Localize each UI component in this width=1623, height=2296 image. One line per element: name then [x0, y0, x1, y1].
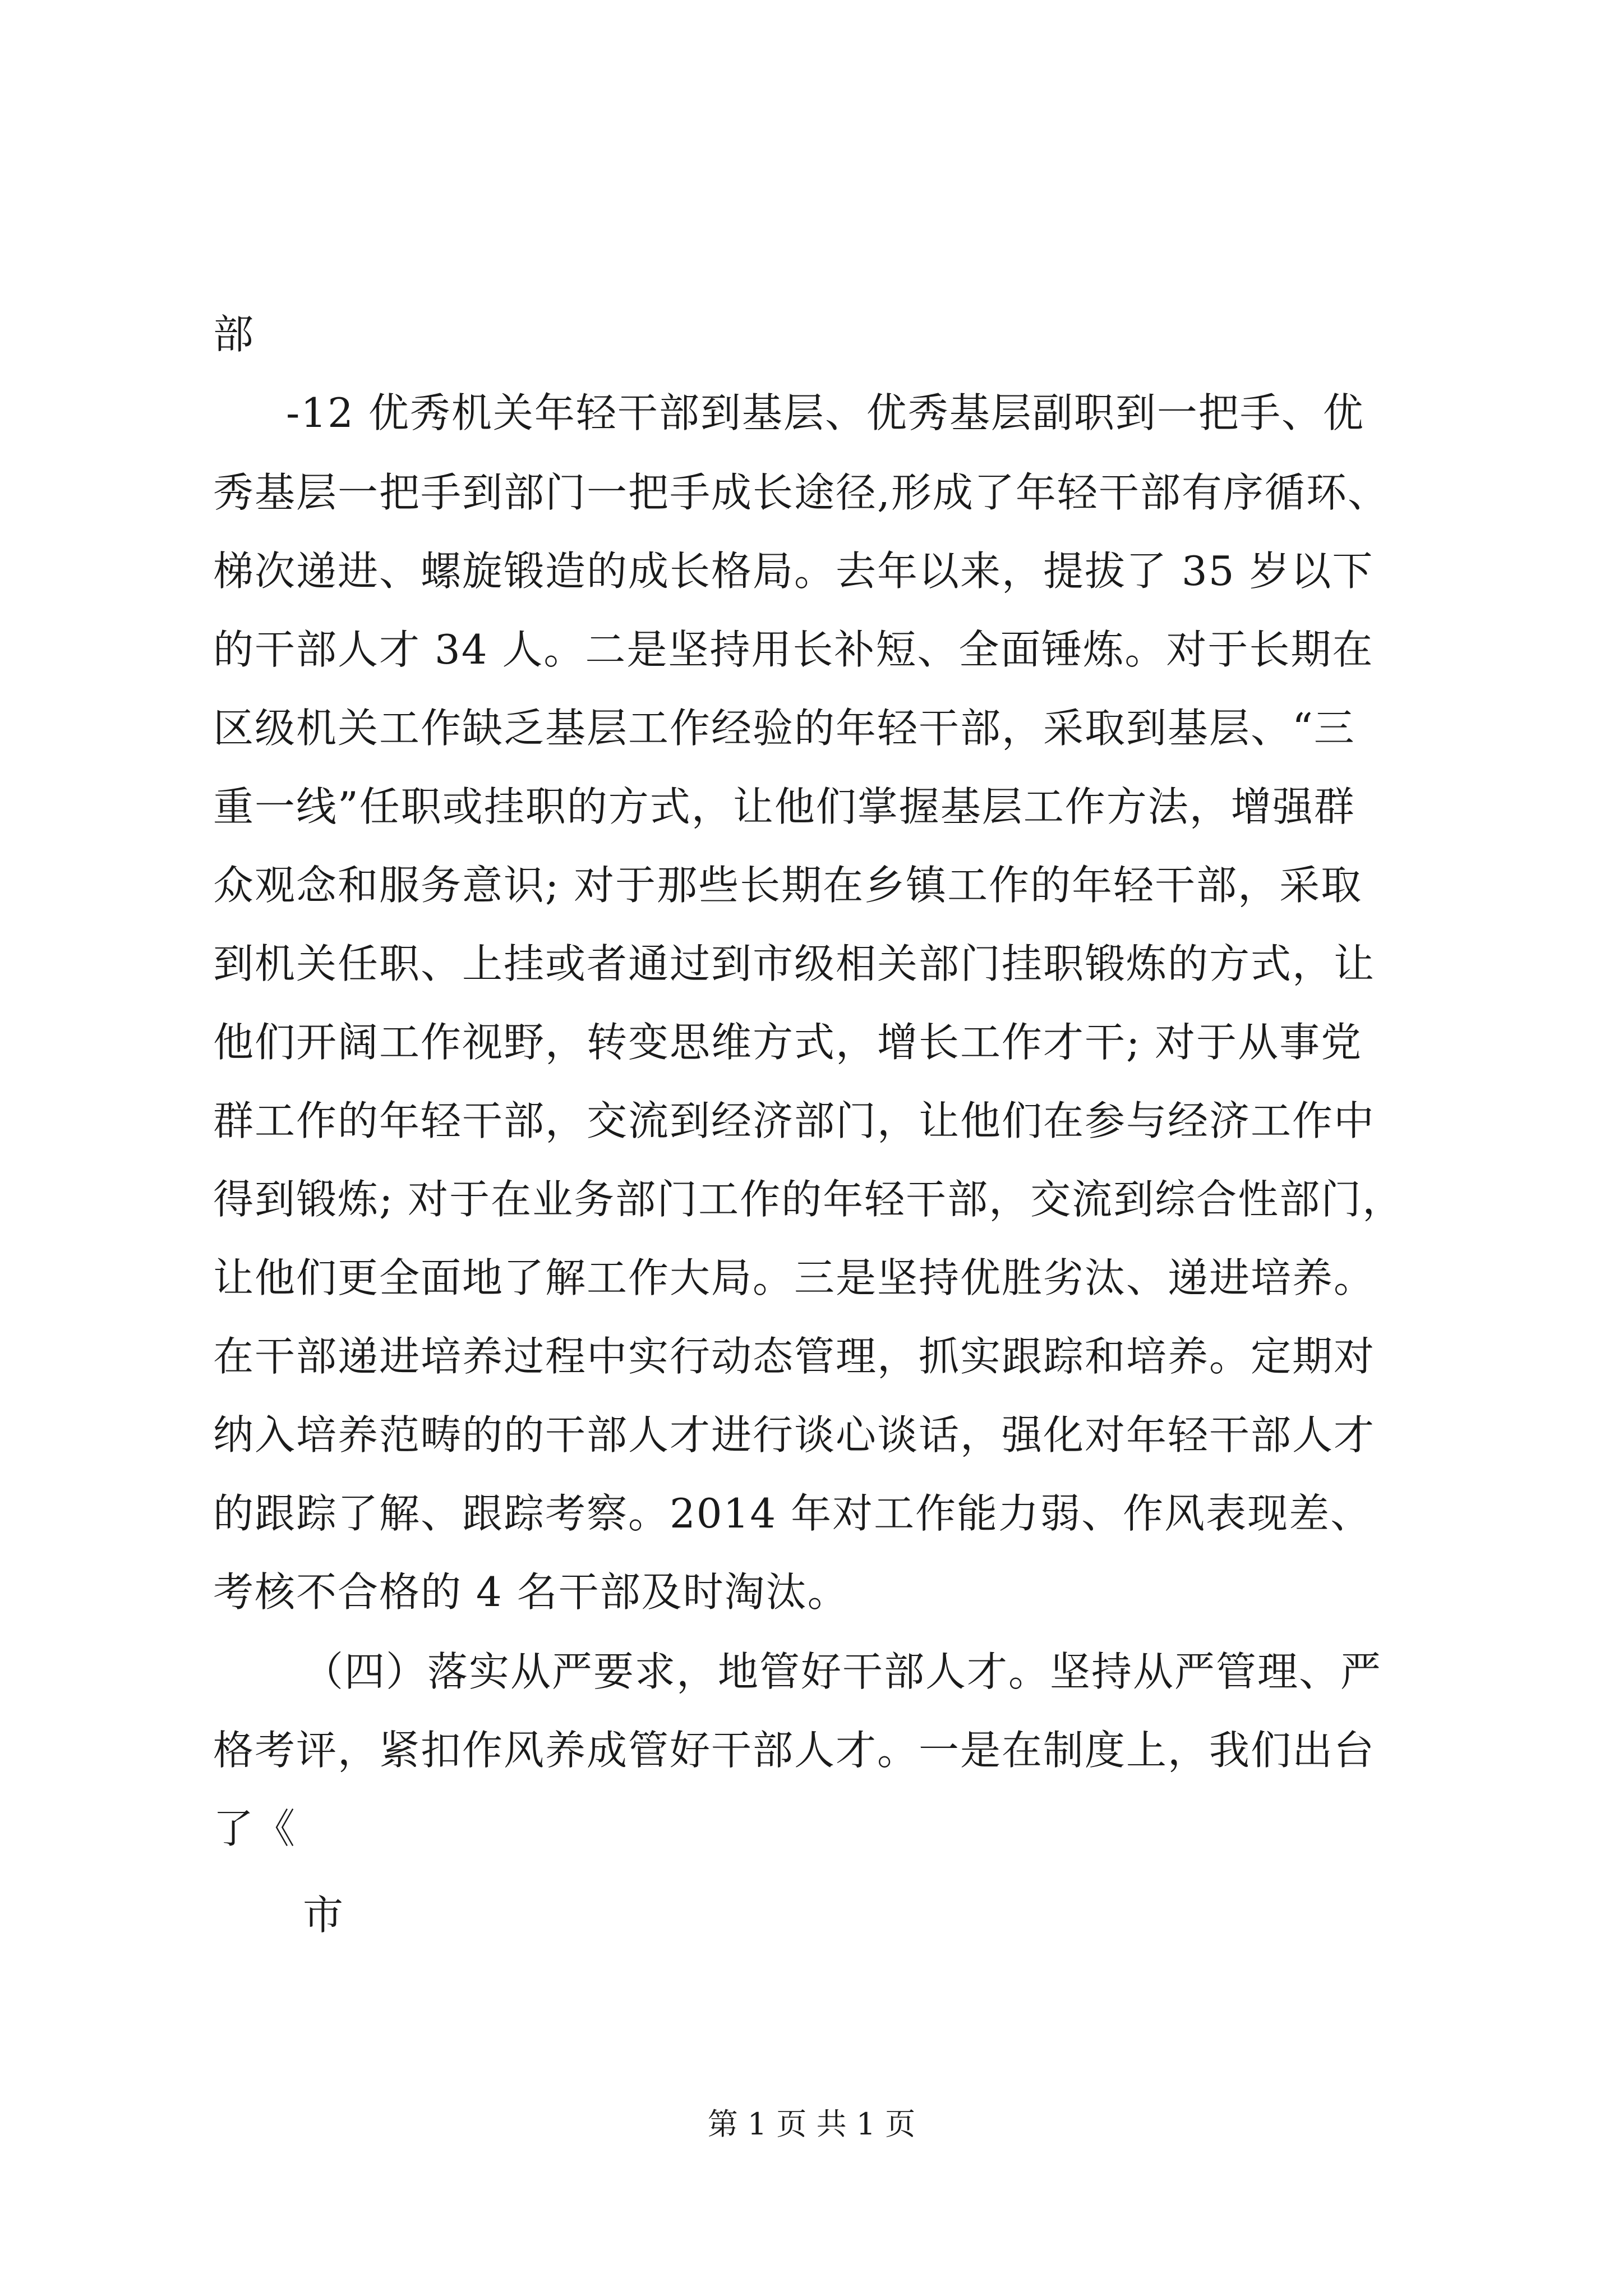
text-line: 部 — [213, 311, 255, 358]
text-line: -12 优秀机关年轻干部到基层、优秀基层副职到一把手、优 — [286, 389, 1364, 436]
text-line: 考核不合格的 4 名干部及时淘汰。 — [213, 1568, 849, 1616]
text-line: 让他们更全面地了解工作大局。三是坚持优胜劣汰、递进培养。 — [213, 1254, 1376, 1301]
text-line: 的干部人才 34 人。二是坚持用长补短、全面锤炼。对于长期在 — [213, 626, 1374, 673]
text-line: 他们开阔工作视野，转变思维方式，增长工作才干; 对于从事党 — [213, 1019, 1363, 1066]
text-line: 纳入培养范畴的的干部人才进行谈心谈话，强化对年轻干部人才 — [213, 1411, 1376, 1458]
text-line: 了《 — [213, 1805, 297, 1852]
text-line: 群工作的年轻干部，交流到经济部门，让他们在参与经济工作中 — [213, 1097, 1376, 1144]
text-line: 在干部递进培养过程中实行动态管理，抓实跟踪和培养。定期对 — [213, 1333, 1376, 1380]
text-line: 众观念和服务意识; 对于那些长期在乡镇工作的年轻干部，采取 — [213, 862, 1363, 909]
page-footer: 第 1 页 共 1 页 — [707, 2106, 916, 2142]
text-line: 的跟踪了解、跟踪考察。2014 年对工作能力弱、作风表现差、 — [213, 1490, 1372, 1537]
text-line: 格考评，紧扣作风养成管好干部人才。一是在制度上，我们出台 — [213, 1727, 1376, 1774]
text-line: 得到锻炼; 对于在业务部门工作的年轻干部，交流到综合性部门， — [213, 1176, 1404, 1223]
text-line: 市 — [303, 1892, 345, 1939]
section-heading-line: （四）落实从严要求，地管好干部人才。坚持从严管理、严 — [303, 1648, 1382, 1695]
text-line: 重一线”任职或挂职的方式，让他们掌握基层工作方法，增强群 — [213, 783, 1355, 830]
text-line: 秀基层一把手到部门一把手成长途径,形成了年轻干部有序循环、 — [213, 469, 1389, 516]
text-line: 到机关任职、上挂或者通过到市级相关部门挂职锻炼的方式，让 — [213, 940, 1376, 987]
text-line: 区级机关工作缺乏基层工作经验的年轻干部，采取到基层、“三 — [213, 705, 1355, 752]
text-line: 梯次递进、螺旋锻造的成长格局。去年以来，提拔了 35 岁以下 — [213, 547, 1374, 595]
